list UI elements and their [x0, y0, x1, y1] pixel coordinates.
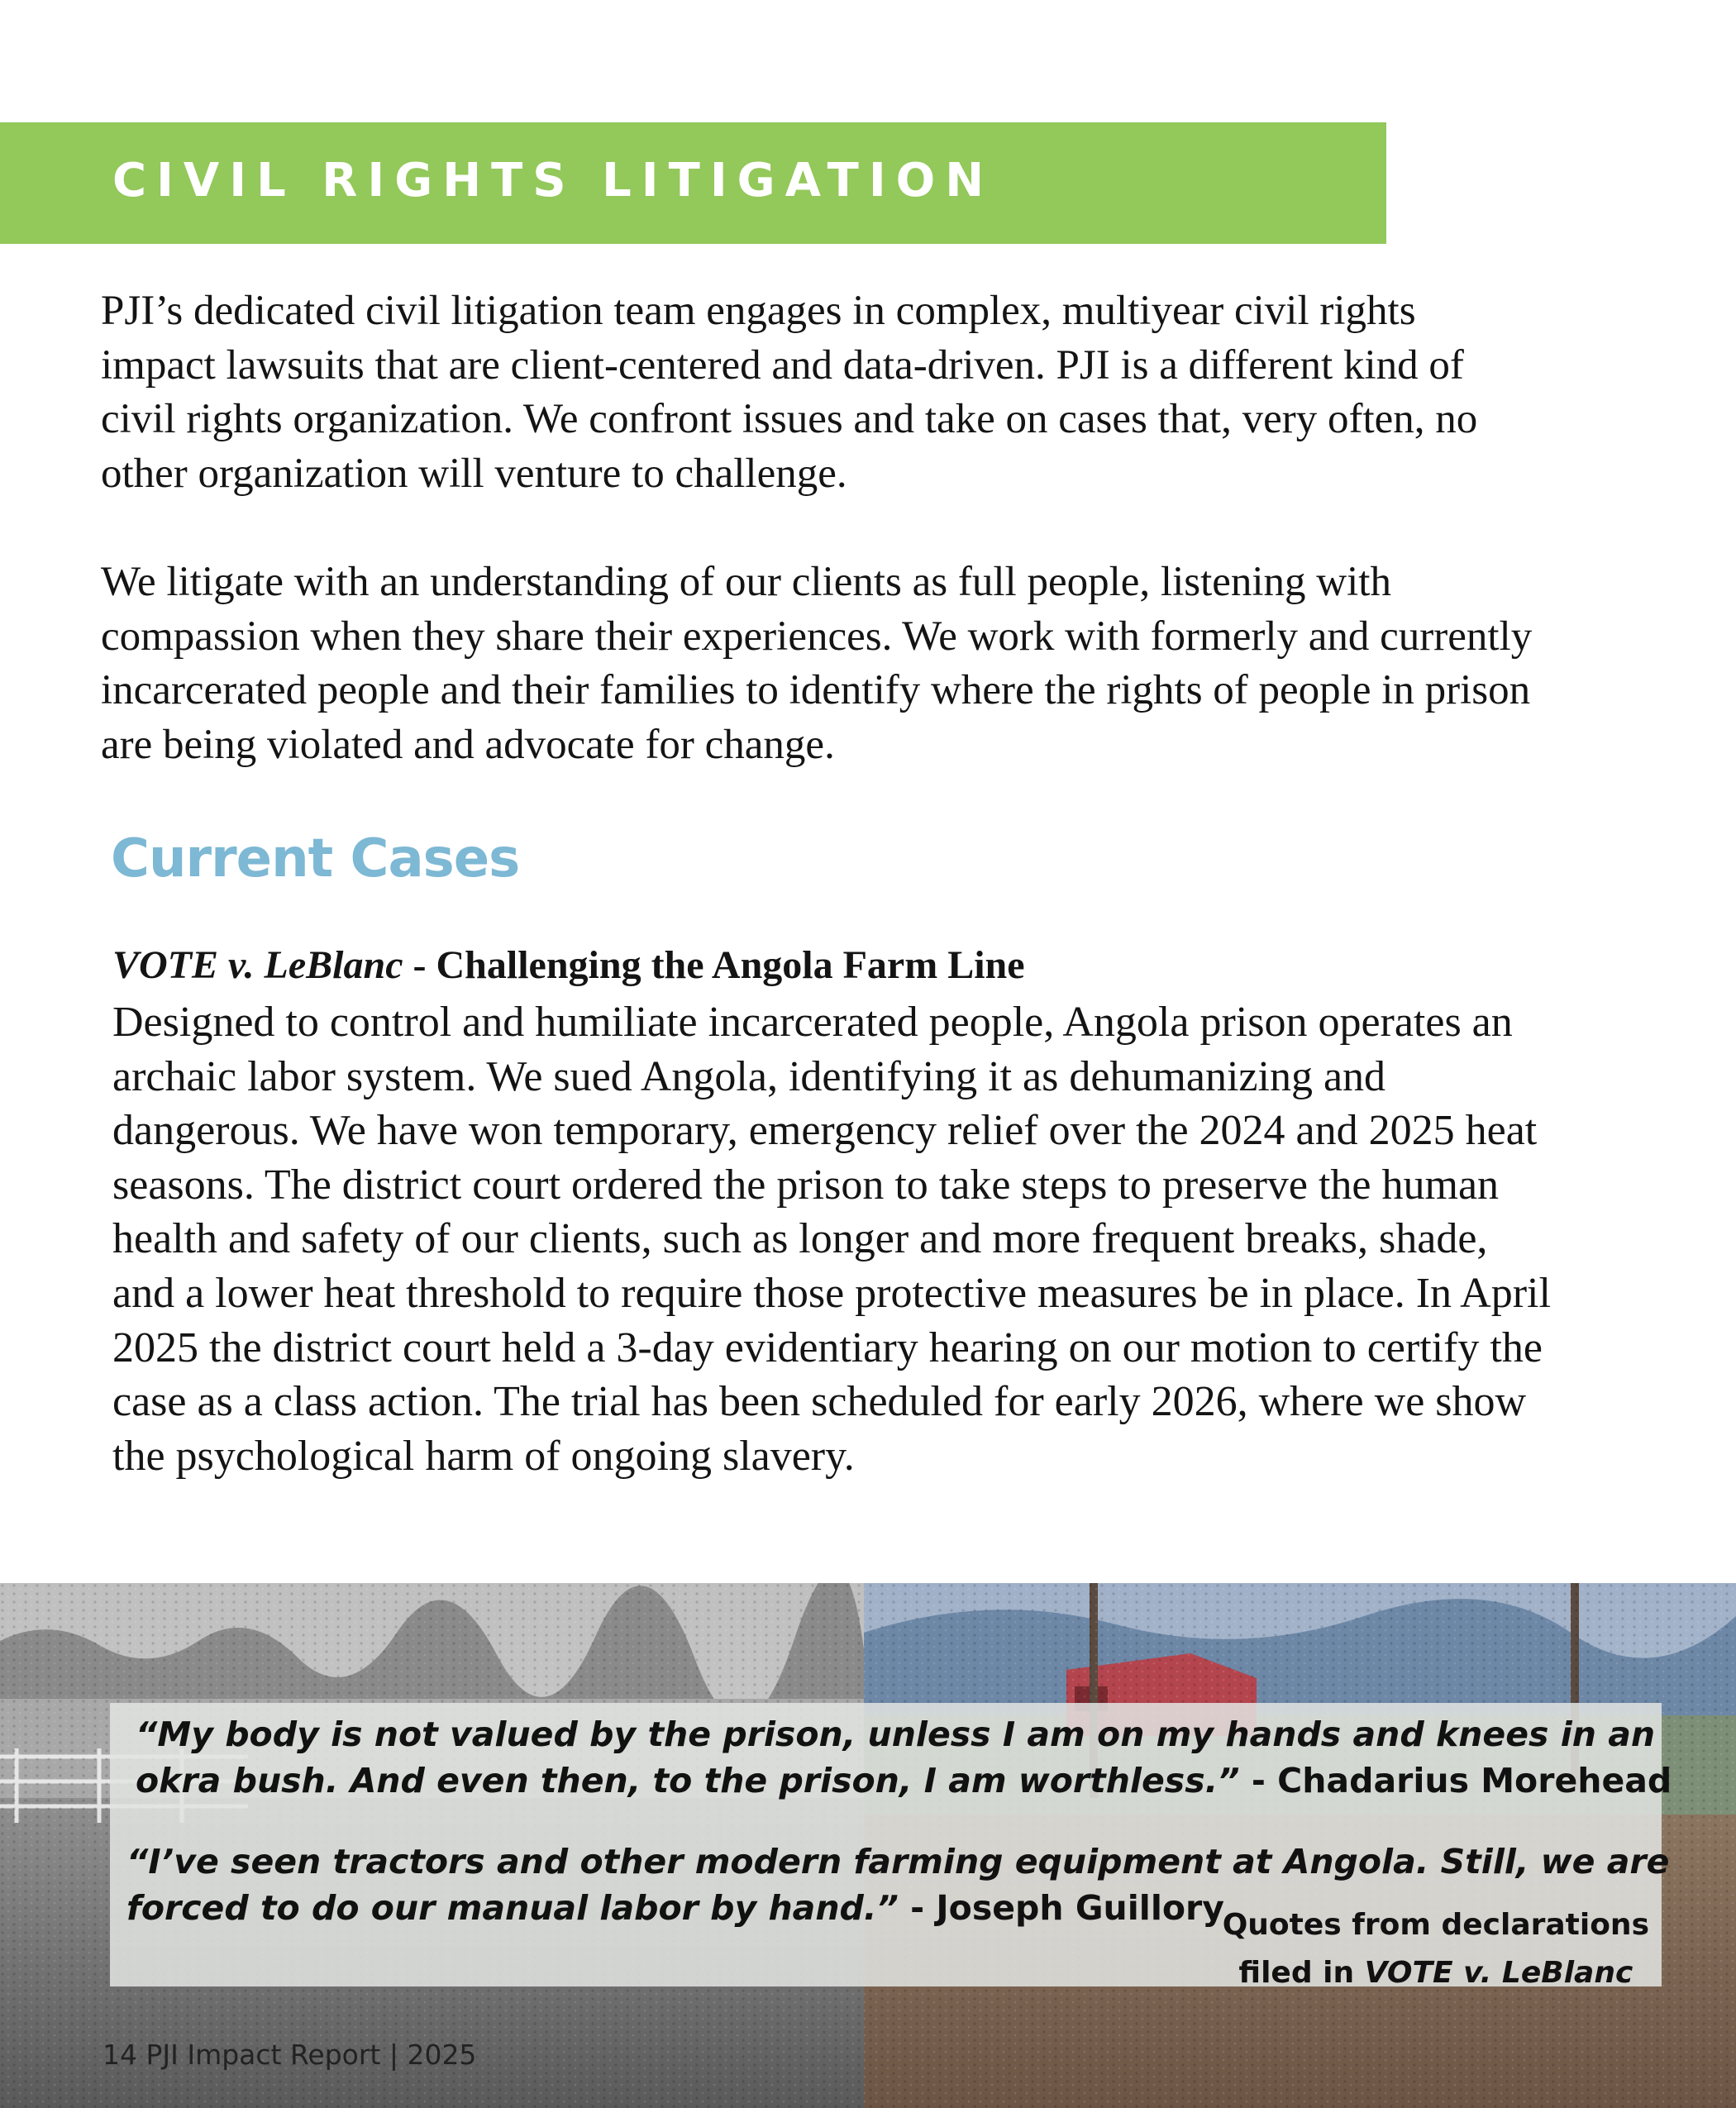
intro-paragraph-2: We litigate with an understanding of our clients as full people, listening with compassion when they share their experiences. We work with formerly and currently incarcerated people and their families to identify where the rights of people in prison are being violated and advocate for change.	[101, 559, 1533, 768]
quote-attribution: - Chadarius Morehead	[1239, 1761, 1672, 1800]
quote-text-line-2: okra bush. And even then, to the prison, I am worthless.”	[136, 1761, 1240, 1800]
case-description: Designed to control and humiliate incarcerated people, Angola prison operates an archaic labor system. We sued Angola, identifying it as dehumanizing and dangerous. We have won temporary, emergency relief over the 2024 and 2025 heat seasons. The district court ordered the prison to take steps to preserve the human health and safety of our clients, such as longer and more frequent breaks, shade, and a lower heat threshold to require those protective measures be in place. In April 2025 the district court held a 3-day evidentiary hearing on our motion to certify the case as a class action. The trial has been scheduled for early 2026, where we show the psychological harm of ongoing slavery.	[112, 999, 1551, 1480]
section-title: CIVIL RIGHTS LITIGATION	[112, 154, 994, 207]
caption-line-1: Quotes from declarations	[1222, 1908, 1649, 1942]
case-name: VOTE v. LeBlanc	[112, 943, 403, 987]
intro-paragraph-1: PJI’s dedicated civil litigation team engages in complex, multiyear civil rights impact lawsuits that are client-centered and data-driven. PJI is a different kind of civil rights organization. We confront issues and take on cases that, very often, no other organization will venture to challenge.	[101, 288, 1478, 497]
quote-caption	[1223, 1901, 1649, 1997]
quote-attribution: - Joseph Guillory	[898, 1888, 1224, 1928]
current-cases-heading: Current Cases	[111, 828, 520, 889]
quote-text-line-2: forced to do our manual labor by hand.”	[126, 1888, 899, 1928]
quote-text-line-1: “I’ve seen tractors and other modern farming equipment at Angola. Still, we are	[126, 1842, 1670, 1881]
case-subtitle: - Challenging the Angola Farm Line	[403, 943, 1025, 987]
case-heading	[112, 942, 1025, 988]
quote-morehead	[136, 1711, 1672, 1804]
caption-case-name: VOTE v. LeBlanc	[1364, 1956, 1633, 1990]
quote-text-line-1: “My body is not valued by the prison, unless I am on my hands and knees in an	[136, 1715, 1656, 1754]
caption-prefix: filed in	[1238, 1956, 1365, 1990]
page-footer: 14 PJI Impact Report | 2025	[103, 2039, 477, 2071]
